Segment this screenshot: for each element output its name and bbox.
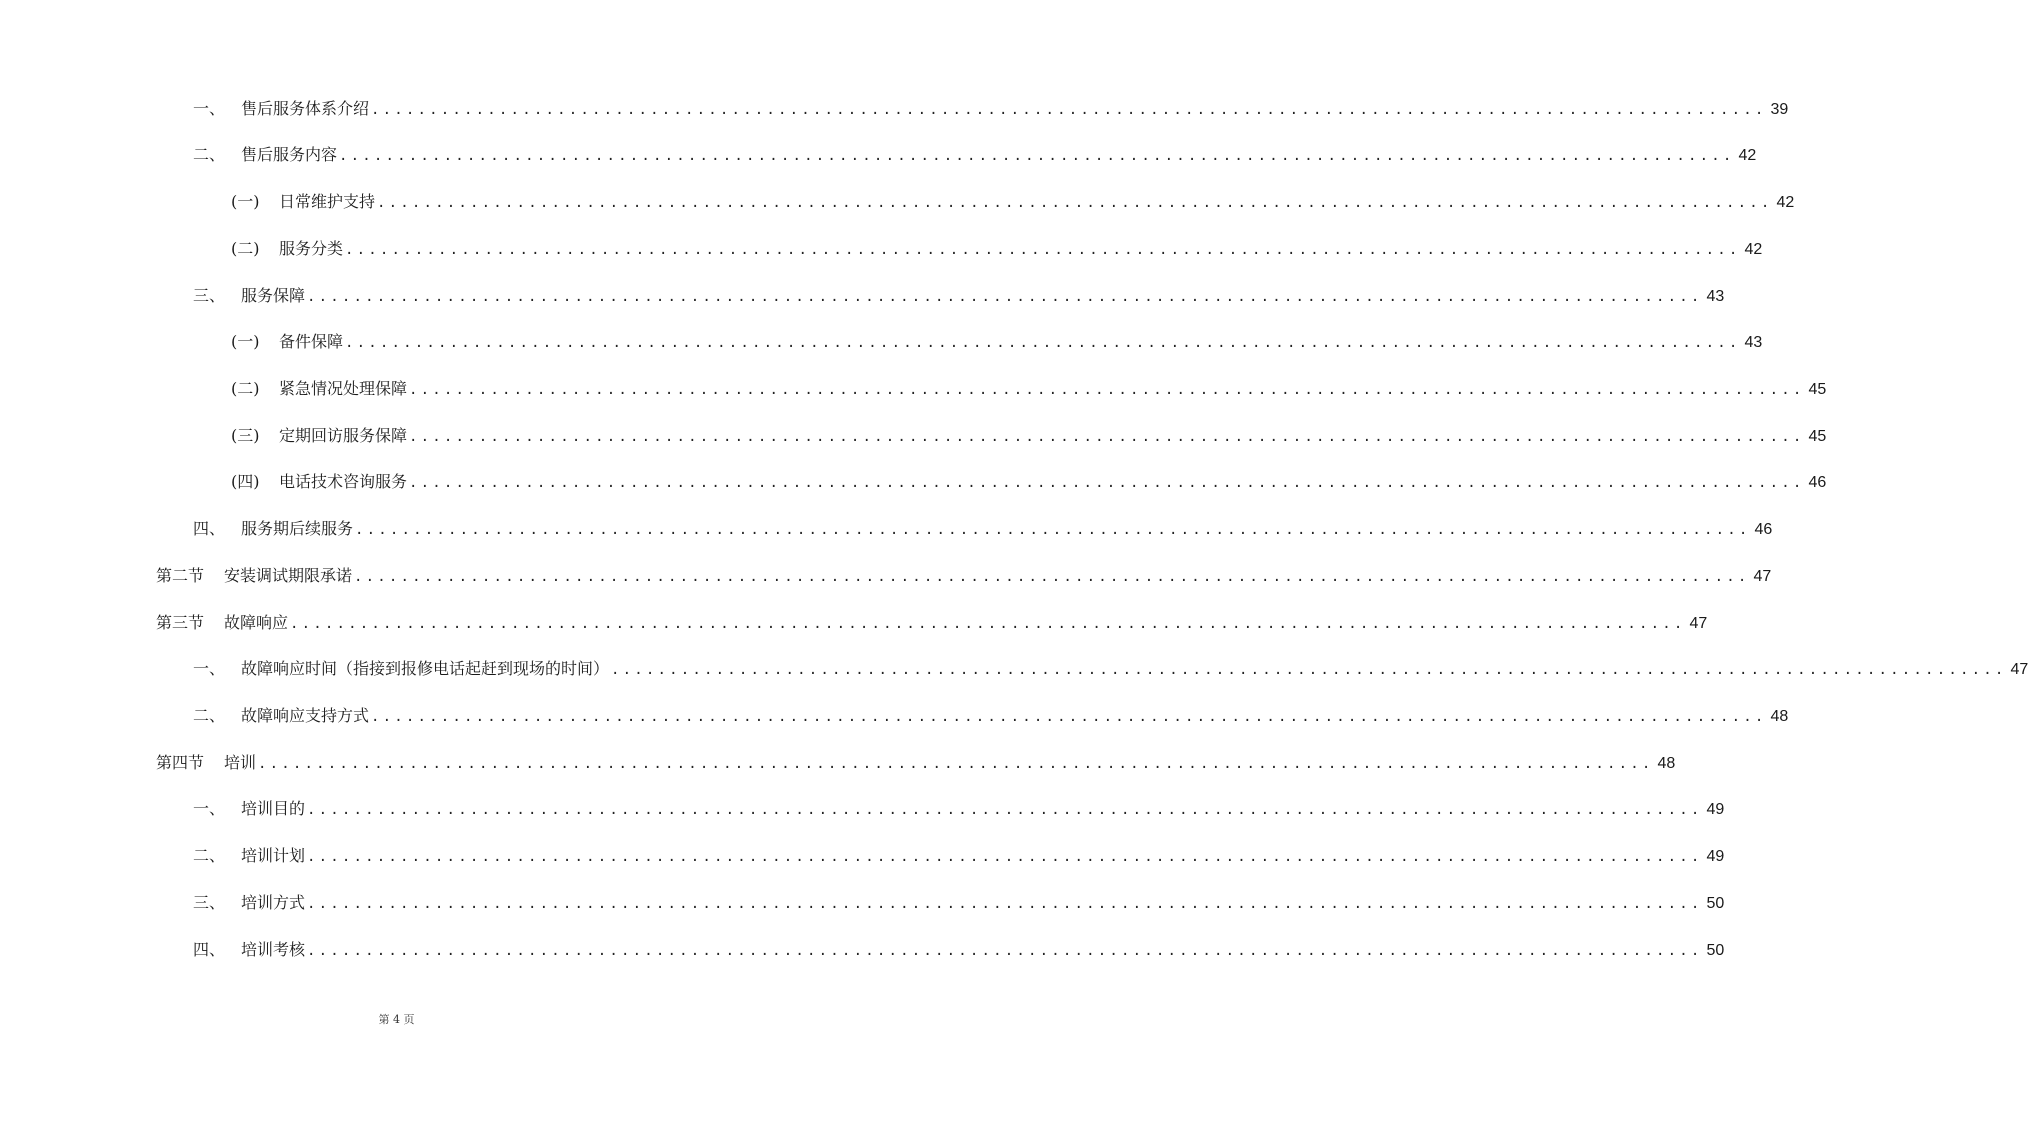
toc-entry-title: 安装调试期限承诺 <box>224 566 353 585</box>
toc-entry-title: 培训方式 <box>241 893 306 912</box>
toc-entry[interactable] <box>193 143 1757 167</box>
toc-entry[interactable] <box>231 237 1763 261</box>
toc-entry-number: 一、 <box>193 659 226 678</box>
toc-entry[interactable] <box>231 330 1763 354</box>
toc-dot-leader: ........................................................................................................................ <box>409 382 1805 398</box>
toc-dot-leader: ........................................................................................................................ <box>371 709 1767 725</box>
toc-entry-number: 一、 <box>193 799 226 818</box>
toc-entry-page: 47 <box>1753 568 1772 585</box>
toc-entry-page: 48 <box>1770 708 1789 725</box>
toc-entry[interactable] <box>156 751 1676 775</box>
toc-entry[interactable] <box>156 611 1708 635</box>
toc-entry[interactable] <box>193 97 1789 121</box>
toc-dot-leader: ........................................................................................................................ <box>307 896 1703 912</box>
toc-entry[interactable] <box>193 284 1725 308</box>
toc-entry[interactable] <box>193 797 1725 821</box>
toc-entry[interactable] <box>193 517 1773 541</box>
toc-entry-title: 故障响应时间（指接到报修电话起赶到现场的时间） <box>241 659 610 678</box>
toc-entry-number: (三) <box>231 426 260 445</box>
toc-dot-leader: ........................................................................................................................ <box>345 335 1741 351</box>
toc-dot-leader: ........................................................................................................................ <box>611 662 2007 678</box>
toc-entry-page: 49 <box>1706 848 1725 865</box>
toc-entry-title: 培训计划 <box>241 846 306 865</box>
toc-dot-leader: ........................................................................................................................ <box>258 756 1654 772</box>
toc-entry[interactable] <box>193 938 1725 962</box>
toc-entry[interactable] <box>156 564 1772 588</box>
toc-entry-title: 售后服务内容 <box>241 145 338 164</box>
toc-entry-page: 48 <box>1657 755 1676 772</box>
toc-entry-title: 定期回访服务保障 <box>279 426 408 445</box>
toc-dot-leader: ........................................................................................................................ <box>290 616 1686 632</box>
toc-entry-number: (一) <box>231 332 260 351</box>
toc-dot-leader: ........................................................................................................................ <box>377 195 1773 211</box>
toc-entry-page: 50 <box>1706 895 1725 912</box>
toc-entry-title: 培训目的 <box>241 799 306 818</box>
toc-entry-page: 50 <box>1706 942 1725 959</box>
page-footer <box>0 1013 793 1027</box>
toc-entry-title: 培训考核 <box>241 940 306 959</box>
toc-entry-title: 培训 <box>224 753 257 772</box>
toc-dot-leader: ........................................................................................................................ <box>354 569 1750 585</box>
toc-entry-number: 二、 <box>193 145 226 164</box>
toc-entry-number: 三、 <box>193 286 226 305</box>
toc-entry-page: 39 <box>1770 101 1789 118</box>
toc-entry[interactable] <box>193 704 1789 728</box>
toc-entry-title: 故障响应支持方式 <box>241 706 370 725</box>
toc-entry-page: 42 <box>1744 241 1763 258</box>
toc-entry-page: 42 <box>1776 194 1795 211</box>
toc-entry-number: 一、 <box>193 99 226 118</box>
toc-entry-title: 售后服务体系介绍 <box>241 99 370 118</box>
toc-dot-leader: ........................................................................................................................ <box>355 522 1751 538</box>
toc-entry-title: 备件保障 <box>279 332 344 351</box>
toc-entry[interactable] <box>231 377 1827 401</box>
toc-entry[interactable] <box>231 470 1827 494</box>
toc-dot-leader: ........................................................................................................................ <box>307 802 1703 818</box>
toc-entry-number: (一) <box>231 192 260 211</box>
toc-entry-title: 日常维护支持 <box>279 192 376 211</box>
toc-entry-page: 45 <box>1808 381 1827 398</box>
toc-dot-leader: ........................................................................................................................ <box>307 943 1703 959</box>
toc-entry-number: 第四节 <box>156 753 205 772</box>
toc-entry-page: 49 <box>1706 801 1725 818</box>
toc-dot-leader: ........................................................................................................................ <box>339 148 1735 164</box>
toc-entry-page: 47 <box>1689 615 1708 632</box>
toc-dot-leader: ........................................................................................................................ <box>371 102 1767 118</box>
toc-entry-title: 电话技术咨询服务 <box>279 472 408 491</box>
toc-entry-number: 第三节 <box>156 613 205 632</box>
toc-entry-number: (四) <box>231 472 260 491</box>
page-number: 第 4 页 <box>378 1013 415 1026</box>
toc-entry-page: 42 <box>1738 147 1757 164</box>
toc-entry-title: 服务期后续服务 <box>241 519 354 538</box>
toc-entry-number: 四、 <box>193 519 226 538</box>
toc-entry-title: 紧急情况处理保障 <box>279 379 408 398</box>
toc-entry[interactable] <box>231 190 1795 214</box>
toc-entry-page: 45 <box>1808 428 1827 445</box>
toc-entry-number: 二、 <box>193 706 226 725</box>
toc-dot-leader: ........................................................................................................................ <box>409 429 1805 445</box>
toc-entry-number: 四、 <box>193 940 226 959</box>
toc-entry-title: 故障响应 <box>224 613 289 632</box>
toc-entry-number: 第二节 <box>156 566 205 585</box>
toc-entry-page: 43 <box>1706 288 1725 305</box>
toc-entry[interactable] <box>231 424 1827 448</box>
toc-entry-title: 服务分类 <box>279 239 344 258</box>
toc-entry[interactable] <box>193 657 2028 681</box>
toc-entry[interactable] <box>193 844 1725 868</box>
toc-entry-title: 服务保障 <box>241 286 306 305</box>
toc-dot-leader: ........................................................................................................................ <box>307 289 1703 305</box>
toc-entry-number: (二) <box>231 239 260 258</box>
toc-entry-number: (二) <box>231 379 260 398</box>
toc-entry-page: 46 <box>1754 521 1773 538</box>
toc-entry-number: 二、 <box>193 846 226 865</box>
toc-entry-number: 三、 <box>193 893 226 912</box>
toc-entry-page: 47 <box>2010 661 2028 678</box>
toc-dot-leader: ........................................................................................................................ <box>345 242 1741 258</box>
toc-entry-page: 46 <box>1808 474 1827 491</box>
toc-dot-leader: ........................................................................................................................ <box>307 849 1703 865</box>
toc-dot-leader: ........................................................................................................................ <box>409 475 1805 491</box>
toc-entry-page: 43 <box>1744 334 1763 351</box>
toc-entry[interactable] <box>193 891 1725 915</box>
